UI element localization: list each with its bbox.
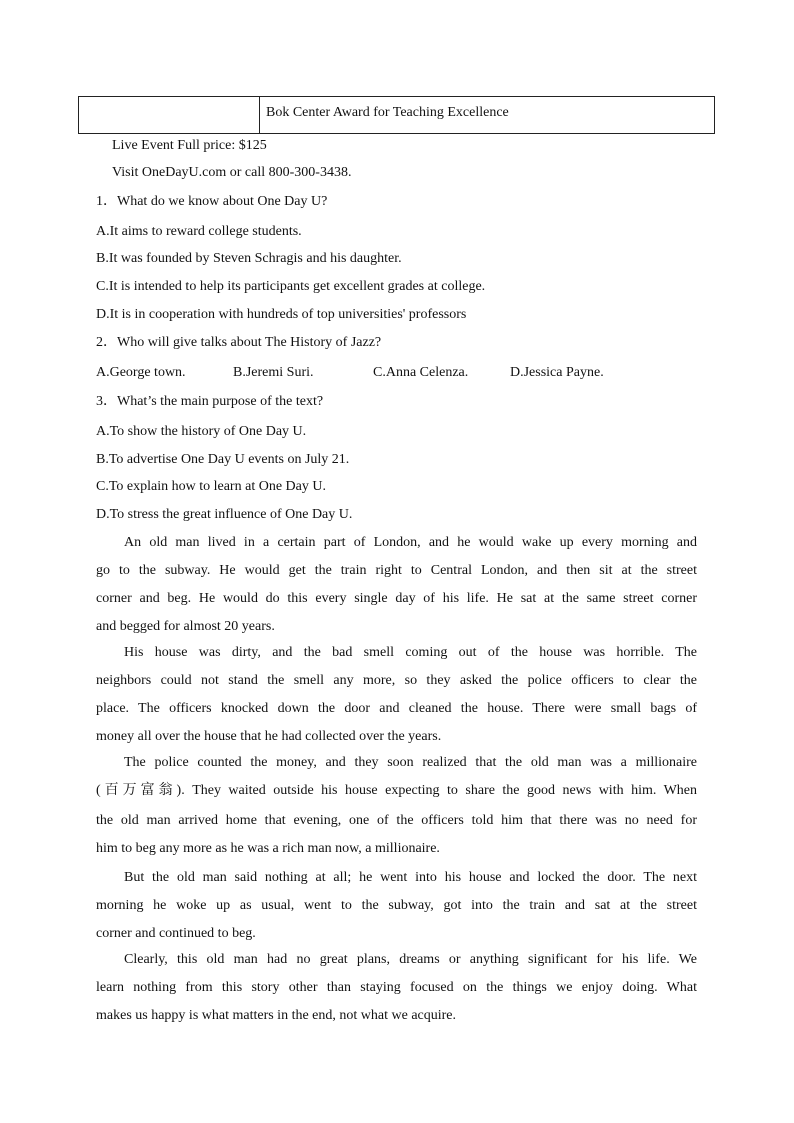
question-1-option-a: A.It aims to reward college students.	[96, 224, 302, 239]
question-3-stem: 3．What’s the main purpose of the text?	[96, 394, 324, 409]
question-3-option-b: B.To advertise One Day U events on July 21.	[96, 452, 350, 467]
paragraph-line: and begged for almost 20 years.	[96, 619, 275, 634]
paragraph-line: Clearly, this old man had no great plans, dreams or anything significant for his life. We	[124, 952, 697, 967]
paragraph-line: An old man lived in a certain part of London, and he would wake up every morning and	[124, 535, 697, 550]
paragraph-line: corner and beg. He would do this every single day of his life. He sat at the same street corner	[96, 591, 697, 606]
passage-paragraph-5	[96, 950, 697, 1034]
paragraph-line: place. The officers knocked down the door and cleaned the house. There were small bags of	[96, 701, 697, 716]
event-price: Live Event Full price: $125	[112, 138, 267, 153]
paragraph-line: makes us happy is what matters in the end, not what we acquire.	[96, 1008, 457, 1023]
question-2-stem: 2．Who will give talks about The History of Jazz?	[96, 335, 382, 350]
question-3-option-d: D.To stress the great influence of One Day U.	[96, 507, 353, 522]
question-1-option-d: D.It is in cooperation with hundreds of top universities' professors	[96, 307, 467, 322]
question-1-option-c: C.It is intended to help its participants get excellent grades at college.	[96, 279, 486, 294]
passage-paragraph-4	[96, 868, 697, 952]
paragraph-line: money all over the house that he had collected over the years.	[96, 729, 442, 744]
passage-paragraph-1	[96, 533, 697, 645]
paragraph-line: morning he woke up as usual, went to the subway, got into the train and sat at the street	[96, 898, 697, 913]
question-3-option-a: A.To show the history of One Day U.	[96, 424, 307, 439]
table-cell-award: Bok Center Award for Teaching Excellence	[266, 105, 509, 120]
paragraph-line: (百万富翁). They waited outside his house expecting to share the good news with him. When	[96, 783, 697, 798]
passage-paragraph-2	[96, 643, 697, 755]
paragraph-line: His house was dirty, and the bad smell coming out of the house was horrible. The	[124, 645, 697, 660]
question-1-option-b: B.It was founded by Steven Schragis and his daughter.	[96, 251, 402, 266]
question-3-option-c: C.To explain how to learn at One Day U.	[96, 479, 326, 494]
paragraph-line: him to beg any more as he was a rich man now, a millionaire.	[96, 841, 440, 856]
paragraph-line: learn nothing from this story other than staying focused on the things we enjoy doing. What	[96, 980, 697, 995]
question-2-option-c: C.Anna Celenza.	[373, 365, 469, 380]
paragraph-line: go to the subway. He would get the train right to Central London, and then sit at the street	[96, 563, 697, 578]
paragraph-line: the old man arrived home that evening, one of the officers told him that there was no need for	[96, 813, 697, 828]
award-table	[78, 96, 715, 134]
paragraph-line: neighbors could not stand the smell any more, so they asked the police officers to clear the	[96, 673, 697, 688]
question-1-stem: 1．What do we know about One Day U?	[96, 194, 328, 209]
paragraph-line: But the old man said nothing at all; he went into his house and locked the door. The next	[124, 870, 697, 885]
question-2-option-b: B.Jeremi Suri.	[233, 365, 314, 380]
question-2-option-a: A.George town.	[96, 365, 186, 380]
question-2-option-d: D.Jessica Payne.	[510, 365, 604, 380]
passage-paragraph-3	[96, 753, 697, 867]
contact-info: Visit OneDayU.com or call 800-300-3438.	[112, 165, 352, 180]
table-cell-empty	[79, 97, 260, 133]
paragraph-line: The police counted the money, and they soon realized that the old man was a millionaire	[124, 755, 697, 770]
paragraph-line: corner and continued to beg.	[96, 926, 256, 941]
